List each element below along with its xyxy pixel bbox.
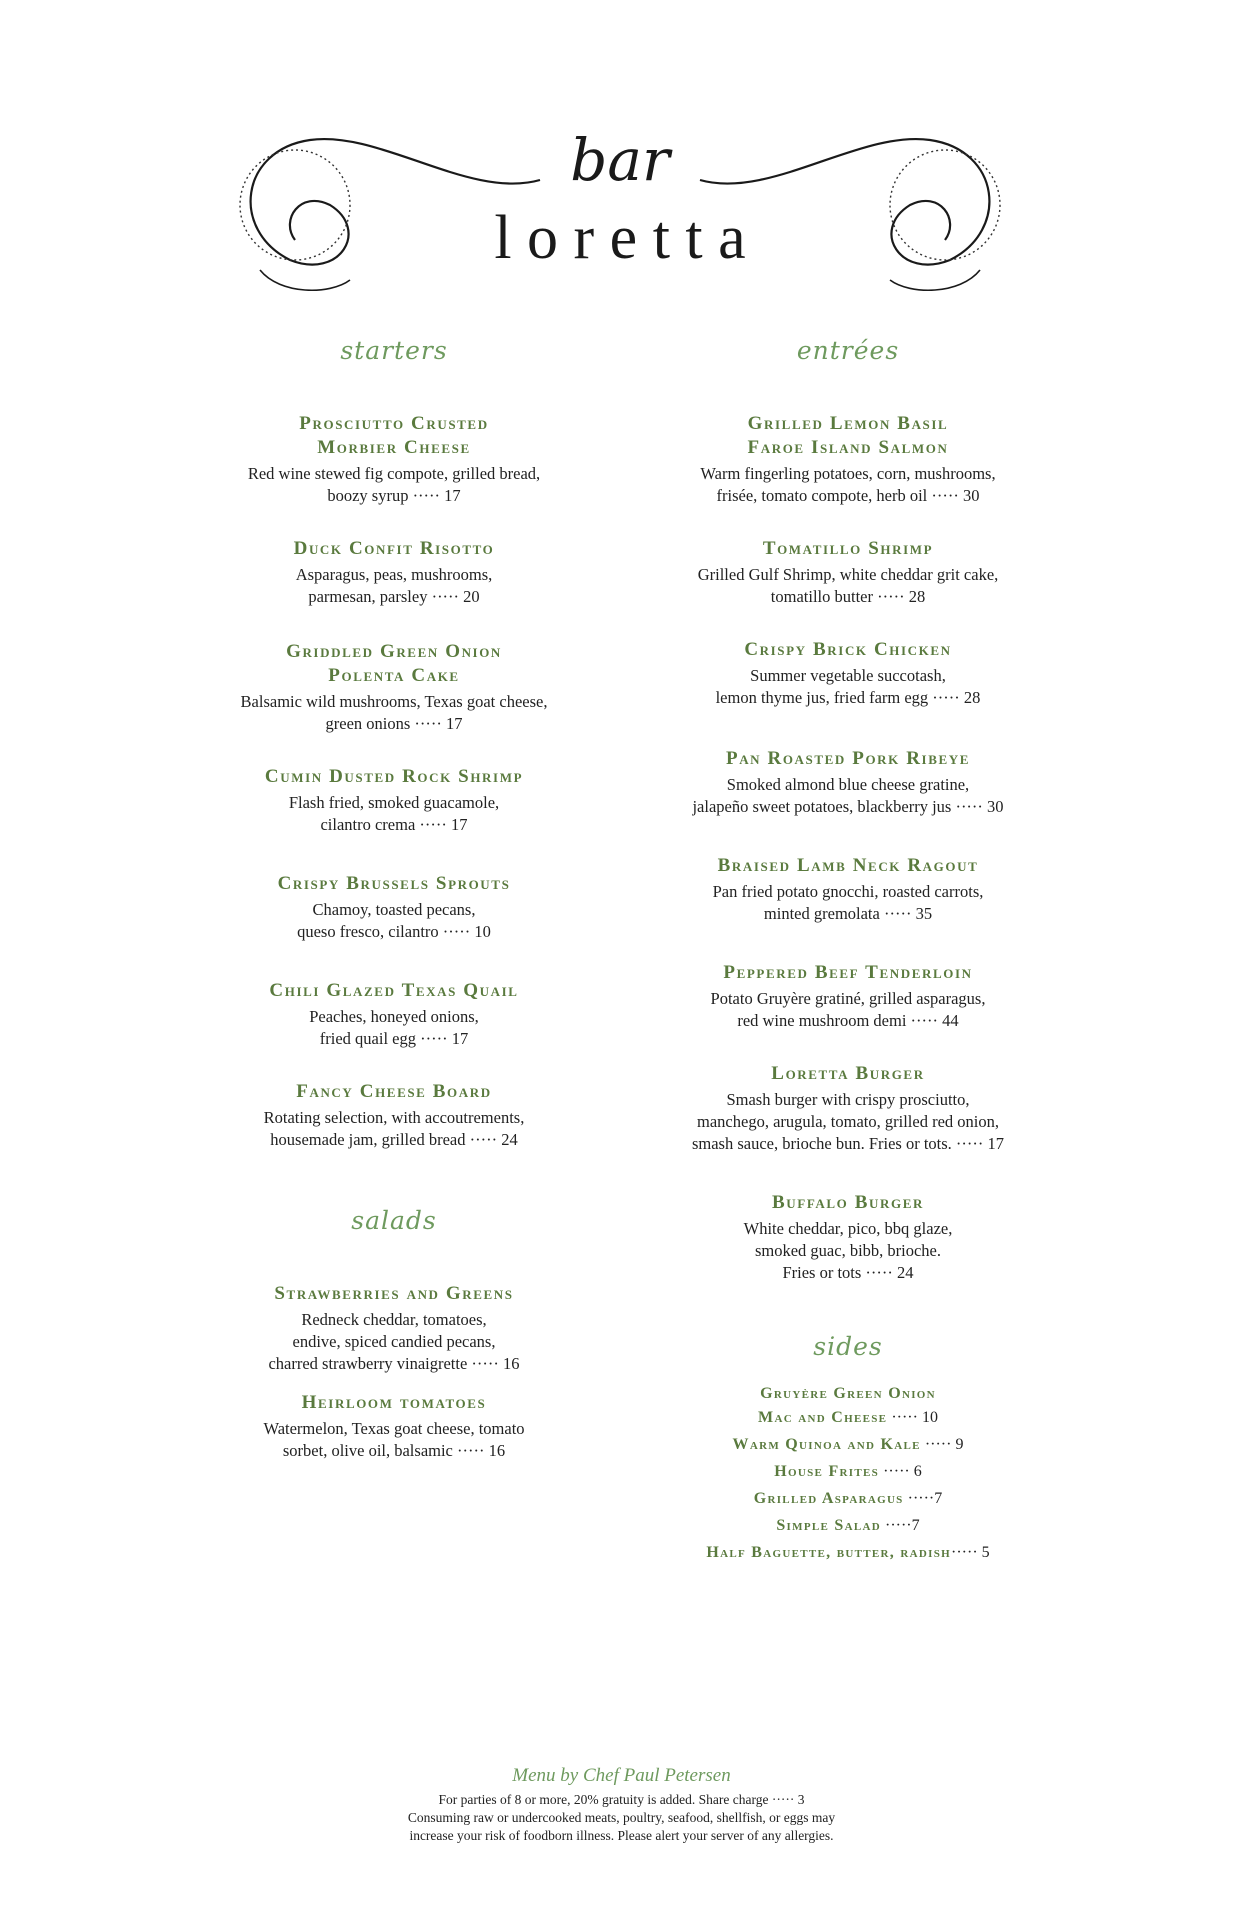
- footer-note-2: Consuming raw or undercooked meats, poultry, seafood, shellfish, or eggs may: [407, 1810, 836, 1825]
- menu-item-description: Grilled Gulf Shrimp, white cheddar grit cake, tomatillo butter ····· 28: [697, 565, 999, 606]
- menu-item: [642, 537, 1054, 608]
- menu-item-description: Watermelon, Texas goat cheese, tomato sorbet, olive oil, balsamic ····· 16: [263, 1419, 525, 1460]
- side-item-price: ·····7: [903, 1490, 943, 1507]
- menu-item-name: Pan Roasted Pork Ribeye: [725, 748, 970, 769]
- menu-item-name: Crispy Brussels Sprouts: [277, 873, 511, 894]
- menu-item: [642, 747, 1054, 818]
- menu-item-name: Griddled Green Onion Polenta Cake: [286, 641, 502, 686]
- menu-item-name: Chili Glazed Texas Quail: [269, 980, 519, 1001]
- menu-item: [642, 412, 1054, 507]
- menu-item-description: Balsamic wild mushrooms, Texas goat cheese, green onions ····· 17: [240, 692, 548, 733]
- menu-item-name: Braised Lamb Neck Ragout: [717, 855, 979, 876]
- side-item: [642, 1514, 1054, 1538]
- menu-item: [642, 961, 1054, 1032]
- menu-item-description: Redneck cheddar, tomatoes, endive, spiced candied pecans, charred strawberry vinaigrette ····· 16: [268, 1310, 520, 1373]
- menu-item: [194, 1080, 594, 1151]
- side-item: [642, 1382, 1054, 1430]
- menu-item-description: Chamoy, toasted pecans, queso fresco, cilantro ····· 10: [297, 900, 491, 941]
- menu-item-name: Crispy Brick Chicken: [744, 639, 952, 660]
- section-title-entrees: entrées: [796, 336, 900, 365]
- side-item: [642, 1487, 1054, 1511]
- side-item: [642, 1433, 1054, 1457]
- menu-item-name: Peppered Beef Tenderloin: [723, 962, 973, 983]
- side-item-name: Warm Quinoa and Kale: [732, 1436, 921, 1453]
- menu-item-description: Red wine stewed fig compote, grilled bread, boozy syrup ····· 17: [247, 464, 541, 505]
- side-item-name: House Frites: [774, 1463, 880, 1480]
- side-item-price: ····· 10: [887, 1409, 938, 1426]
- logo-loretta-text: l o r e t t a: [494, 204, 746, 272]
- menu-item-description: Warm fingerling potatoes, corn, mushrooms, frisée, tomato compote, herb oil ····· 30: [700, 464, 996, 505]
- menu-item-description: Summer vegetable succotash, lemon thyme jus, fried farm egg ····· 28: [715, 666, 981, 707]
- menu-item: [194, 412, 594, 507]
- chef-credit: Menu by Chef Paul Petersen: [512, 1765, 731, 1786]
- menu-item-description: Pan fried potato gnocchi, roasted carrots, minted gremolata ····· 35: [712, 882, 984, 923]
- menu-footer: [0, 1765, 1243, 1845]
- menu-item: [642, 1191, 1054, 1284]
- logo-bar-text: bar: [570, 126, 670, 194]
- menu-item-description: Flash fried, smoked guacamole, cilantro crema ····· 17: [288, 793, 500, 834]
- menu-item-name: Cumin Dusted Rock Shrimp: [264, 766, 524, 787]
- side-item-name: Gruyère Green Onion Mac and Cheese: [758, 1385, 936, 1426]
- salads-section: [194, 1206, 594, 1462]
- menu-item-description: Rotating selection, with accoutrements, housemade jam, grilled bread ····· 24: [263, 1108, 525, 1149]
- menu-item-name: Grilled Lemon Basil Faroe Island Salmon: [747, 413, 949, 458]
- menu-item: [194, 640, 594, 735]
- side-item-price: ·····7: [880, 1517, 920, 1534]
- menu-item-description: White cheddar, pico, bbq glaze, smoked guac, bibb, brioche. Fries or tots ····· 24: [743, 1219, 953, 1282]
- side-item-price: ····· 5: [951, 1544, 990, 1561]
- side-item: [642, 1541, 1054, 1565]
- menu-item: [642, 1062, 1054, 1155]
- entrees-section: [642, 336, 1054, 1284]
- menu-item: [642, 854, 1054, 925]
- entrees-list: [642, 412, 1054, 1284]
- salads-list: [194, 1282, 594, 1462]
- menu-item-name: Buffalo Burger: [772, 1192, 924, 1213]
- menu-item-name: Prosciutto Crusted Morbier Cheese: [299, 413, 489, 458]
- menu-item-description: Smash burger with crispy prosciutto, manchego, arugula, tomato, grilled red onion, smash sauce, brioche bun. Fries or tots. ····· 17: [691, 1090, 1005, 1153]
- starters-list: [194, 412, 594, 1151]
- menu-item-description: Potato Gruyère gratiné, grilled asparagus, red wine mushroom demi ····· 44: [710, 989, 986, 1030]
- menu-item-name: Tomatillo Shrimp: [762, 538, 934, 559]
- sides-list: [642, 1382, 1054, 1565]
- sides-section: [642, 1332, 1054, 1568]
- section-title-salads: salads: [351, 1206, 437, 1235]
- starters-section: [194, 336, 594, 1181]
- side-item-price: ····· 6: [879, 1463, 922, 1480]
- menu-item: [194, 979, 594, 1050]
- footer-note-1: For parties of 8 or more, 20% gratuity is added. Share charge ····· 3: [438, 1792, 805, 1807]
- menu-item-name: Loretta Burger: [771, 1063, 925, 1084]
- menu-item-name: Fancy Cheese Board: [296, 1081, 492, 1102]
- section-title-starters: starters: [340, 336, 448, 365]
- menu-item: [194, 872, 594, 943]
- menu-item-name: Strawberries and Greens: [274, 1283, 514, 1304]
- section-title-sides: sides: [813, 1332, 883, 1361]
- side-item-name: Grilled Asparagus: [753, 1490, 904, 1507]
- menu-item: [194, 765, 594, 836]
- menu-item: [194, 1391, 594, 1462]
- menu-item: [194, 537, 594, 608]
- side-item-price: ····· 9: [920, 1436, 964, 1453]
- menu-item-description: Peaches, honeyed onions, fried quail egg ····· 17: [309, 1007, 479, 1048]
- menu-item-name: Duck Confit Risotto: [293, 538, 495, 559]
- side-item-name: Simple Salad: [776, 1517, 881, 1534]
- logo-flourish: [220, 110, 1020, 310]
- side-item: [642, 1460, 1054, 1484]
- menu-item: [194, 1282, 594, 1375]
- side-item-name: Half Baguette, butter, radish: [706, 1544, 951, 1561]
- menu-item-name: Heirloom tomatoes: [301, 1392, 487, 1413]
- footer-note-3: increase your risk of foodborn illness. Please alert your server of any allergies.: [409, 1828, 834, 1843]
- menu-item-description: Smoked almond blue cheese gratine, jalapeño sweet potatoes, blackberry jus ····· 30: [692, 775, 1004, 816]
- menu-item: [642, 638, 1054, 709]
- restaurant-logo: [220, 110, 1020, 310]
- menu-item-description: Asparagus, peas, mushrooms, parmesan, parsley ····· 20: [295, 565, 493, 606]
